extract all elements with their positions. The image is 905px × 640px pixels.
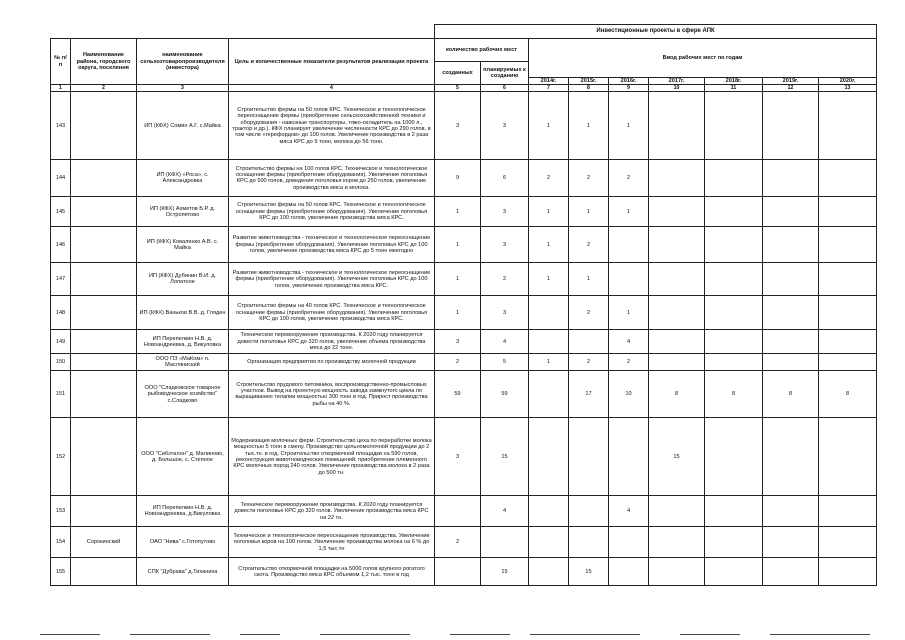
row-district — [71, 197, 137, 227]
row-2018 — [705, 197, 763, 227]
row-2019 — [763, 558, 819, 586]
col-number: 8 — [569, 85, 609, 92]
row-number: 151 — [51, 371, 71, 418]
row-number: 150 — [51, 354, 71, 371]
row-2014 — [529, 418, 569, 496]
row-producer: ИП Перепелкин Н.В. д. Новоандреевка, д. Викуловка — [137, 330, 229, 354]
row-producer: ООО "Сибэталон" д. Малиново, д. Большое, с. Степное — [137, 418, 229, 496]
row-planned: 4 — [481, 496, 529, 527]
row-producer: ИП Перепелкин Н.В. д. Новоандреевка, д.Викуловка — [137, 496, 229, 527]
row-2020 — [819, 197, 877, 227]
col-number: 4 — [229, 85, 435, 92]
row-2015 — [569, 330, 609, 354]
row-2016 — [609, 527, 649, 558]
row-number: 154 — [51, 527, 71, 558]
row-2020 — [819, 296, 877, 330]
row-2015 — [569, 527, 609, 558]
row-2018 — [705, 227, 763, 263]
bottom-rule — [450, 634, 510, 635]
col-number: 7 — [529, 85, 569, 92]
row-project: Строительство прудового питомника, воспроизводственно-промысловых участков. Вывод на проектную мощность завода замкнутого цикла по выращиванию телапии мощностью 300 тонн в год. Прирост производства рыбы на 40 %. — [229, 371, 435, 418]
table-row — [51, 418, 877, 496]
row-2015: 1 — [569, 263, 609, 296]
row-producer: ИП (КФХ) Дубинин В.И. д. Лопатное — [137, 263, 229, 296]
row-2019: 8 — [763, 371, 819, 418]
table-row — [51, 371, 877, 418]
row-2017 — [649, 296, 705, 330]
row-district — [71, 92, 137, 160]
row-2020 — [819, 527, 877, 558]
row-planned: 3 — [481, 92, 529, 160]
row-2019 — [763, 527, 819, 558]
row-planned: 2 — [481, 263, 529, 296]
row-2018 — [705, 558, 763, 586]
row-2014 — [529, 558, 569, 586]
row-producer: СПК "Дубрава" д.Тиханиха — [137, 558, 229, 586]
row-2017: 8 — [649, 371, 705, 418]
row-2020 — [819, 92, 877, 160]
row-2015 — [569, 496, 609, 527]
header-num: № п/п — [51, 39, 71, 85]
row-2020 — [819, 496, 877, 527]
row-project: Строительство фермы на 50 голов КРС. Техническое и технологическое переоснащение фермы (приобретение сельскохозяйственной техники и оборудования - навозные транспортеры, тяжо-охладитель на 1000 л., трактор и др.). КФХ планирует увеличение численности КРС до 290 голов, в том числе «герефордов» до 100 голов. Увеличение производства в 2 раза мяса КРС до 9 тонн, молока до 56 тонн. — [229, 92, 435, 160]
row-district — [71, 263, 137, 296]
table-row — [51, 263, 877, 296]
row-created — [435, 496, 481, 527]
row-2014 — [529, 496, 569, 527]
row-project: Развитие животноводства - техническое и технологическое переоснащение фермы (приобретение оборудования). Увеличение поголовья КРС до 100 голов, увеличение производства мяса КРС. — [229, 263, 435, 296]
table-row — [51, 527, 877, 558]
row-created: 2 — [435, 354, 481, 371]
row-2018 — [705, 160, 763, 197]
row-2014: 1 — [529, 197, 569, 227]
col-number: 2 — [71, 85, 137, 92]
row-number: 145 — [51, 197, 71, 227]
row-created: 1 — [435, 263, 481, 296]
row-district — [71, 330, 137, 354]
header-year: 2020г. — [819, 78, 877, 85]
row-district — [71, 496, 137, 527]
row-2019 — [763, 160, 819, 197]
row-2014: 2 — [529, 160, 569, 197]
table-row — [51, 330, 877, 354]
table-row — [51, 160, 877, 197]
col-number: 6 — [481, 85, 529, 92]
row-producer: ИП (КФХ) Ахметов Б.Р. д. Остропятово — [137, 197, 229, 227]
row-2014 — [529, 296, 569, 330]
row-2020: 8 — [819, 371, 877, 418]
header-goal: Цель и количественные показатели результатов реализации проекта — [229, 39, 435, 85]
row-2019 — [763, 263, 819, 296]
row-2014 — [529, 330, 569, 354]
row-number: 143 — [51, 92, 71, 160]
row-2016: 2 — [609, 354, 649, 371]
row-project: Развитие животноводства - техническое и технологическое переоснащение фермы (приобретение оборудования). Увеличение поголовья КРС до 100 голов, увеличение производства мяса КРС до 5 тонн ежегодно — [229, 227, 435, 263]
bottom-rule — [770, 634, 870, 635]
row-2019 — [763, 496, 819, 527]
row-2016 — [609, 558, 649, 586]
row-2020 — [819, 354, 877, 371]
row-2016: 4 — [609, 496, 649, 527]
row-2016: 2 — [609, 160, 649, 197]
row-planned: 4 — [481, 330, 529, 354]
table-row — [51, 558, 877, 586]
row-project: Модернизация молочных ферм. Строительство цеха по переработке молока мощностью 5 тонн в смену. Производство цельномолочной продукции до 2 тыс.тн. в год. Строительство откормочной площадки на 590 голов, реконструкция животноводческих помещений; приобретение племенного КРС молочных пород 240 голов. Увеличение производства молока в 2 раза до 500 тн. — [229, 418, 435, 496]
row-project: Строительство фермы на 100 голов КРС. Техническое и технологическое оснащение фермы (приобретение оборудования). Увеличение поголовья КРС до 500 голов, доведение поголовья коров до 250 голов, увеличение производства мяса и молока. — [229, 160, 435, 197]
row-producer: ИП (КФХ) «Роса», с. Александровка — [137, 160, 229, 197]
row-project: Техническое и технологическое переоснащение производства. Увеличение поголовья коров на 100 голов. Увеличение производства молока на 6 % до 1,5 тыс.тн — [229, 527, 435, 558]
row-2015: 2 — [569, 227, 609, 263]
row-2019 — [763, 227, 819, 263]
header-input: Ввод рабочих мест по годам — [529, 39, 877, 78]
header-jobs: количество рабочих мест — [435, 39, 529, 62]
row-2017 — [649, 160, 705, 197]
row-2018 — [705, 330, 763, 354]
row-created: 1 — [435, 296, 481, 330]
row-number: 144 — [51, 160, 71, 197]
row-2017: 15 — [649, 418, 705, 496]
row-2016: 1 — [609, 296, 649, 330]
row-2014 — [529, 527, 569, 558]
row-2017 — [649, 558, 705, 586]
table-row — [51, 92, 877, 160]
row-2014: 1 — [529, 227, 569, 263]
row-2017 — [649, 330, 705, 354]
row-district — [71, 227, 137, 263]
row-planned: 3 — [481, 296, 529, 330]
row-producer: ИП (КФХ) Ваньков В.В. д. Гляден — [137, 296, 229, 330]
row-producer: ИП (КФХ) Коваленко А.В. с. Майка — [137, 227, 229, 263]
row-2018 — [705, 296, 763, 330]
col-number: 12 — [763, 85, 819, 92]
row-created: 1 — [435, 197, 481, 227]
header-producer: наименование сельхозтоваропроизводителя (инвестора) — [137, 39, 229, 85]
header-year: 2017г. — [649, 78, 705, 85]
row-producer: ИП (КФХ) Сомин А.Г. с.Майка — [137, 92, 229, 160]
table-row — [51, 496, 877, 527]
row-2014 — [529, 371, 569, 418]
row-2017 — [649, 197, 705, 227]
row-2019 — [763, 330, 819, 354]
row-2016 — [609, 418, 649, 496]
bottom-rule — [130, 634, 210, 635]
column-numbers-row — [51, 85, 877, 92]
row-2016: 4 — [609, 330, 649, 354]
row-district — [71, 418, 137, 496]
row-2020 — [819, 330, 877, 354]
row-created: 1 — [435, 227, 481, 263]
row-2017 — [649, 527, 705, 558]
row-2019 — [763, 296, 819, 330]
table-row — [51, 296, 877, 330]
row-district — [71, 354, 137, 371]
row-2018 — [705, 496, 763, 527]
row-2017 — [649, 496, 705, 527]
header-year: 2016г. — [609, 78, 649, 85]
row-2015 — [569, 418, 609, 496]
row-2020 — [819, 558, 877, 586]
header-year: 2019г. — [763, 78, 819, 85]
col-number: 9 — [609, 85, 649, 92]
row-district: Сорокинский — [71, 527, 137, 558]
table-body — [51, 92, 877, 586]
row-producer: ООО ПЗ «МаКом» п. Масляниский — [137, 354, 229, 371]
row-planned: 59 — [481, 371, 529, 418]
row-2017 — [649, 263, 705, 296]
row-created: 9 — [435, 160, 481, 197]
bottom-rule — [320, 634, 410, 635]
row-2015: 1 — [569, 92, 609, 160]
row-district — [71, 296, 137, 330]
row-2014: 1 — [529, 92, 569, 160]
row-planned: 6 — [481, 160, 529, 197]
table-row — [51, 227, 877, 263]
row-planned: 3 — [481, 197, 529, 227]
row-2015: 1 — [569, 197, 609, 227]
row-2015: 17 — [569, 371, 609, 418]
row-created: 3 — [435, 92, 481, 160]
table-title: Инвестиционные проекты в сфере АПК — [435, 25, 877, 39]
col-number: 11 — [705, 85, 763, 92]
row-created — [435, 558, 481, 586]
row-2015: 15 — [569, 558, 609, 586]
col-number: 5 — [435, 85, 481, 92]
bottom-rule — [680, 634, 740, 635]
header-year: 2018г. — [705, 78, 763, 85]
row-project: Техническое перевооружение производства. К 2020 году планируется довести поголовье КРС до 320 голов. Увеличение производства мяса КРС на 22 тн. — [229, 496, 435, 527]
row-number: 149 — [51, 330, 71, 354]
row-project: Организация предприятия по производству молочной продукции — [229, 354, 435, 371]
row-planned: 15 — [481, 418, 529, 496]
row-producer: ООО "Сладковское товарное рыбоводческое хозяйство" с.Сладково — [137, 371, 229, 418]
header-year: 2015г. — [569, 78, 609, 85]
row-2016 — [609, 227, 649, 263]
row-created: 3 — [435, 418, 481, 496]
row-number: 147 — [51, 263, 71, 296]
row-project: Строительство фермы на 40 голов КРС. Техническое и технологическое оснащение фермы (приобретение оборудования). Увеличение поголовья КРС до 100 голов, увеличение производства мяса КРС. — [229, 296, 435, 330]
row-2018 — [705, 354, 763, 371]
row-district — [71, 160, 137, 197]
row-2020 — [819, 160, 877, 197]
col-number: 13 — [819, 85, 877, 92]
row-2018 — [705, 527, 763, 558]
col-number: 10 — [649, 85, 705, 92]
row-2017 — [649, 227, 705, 263]
col-number: 3 — [137, 85, 229, 92]
row-2019 — [763, 92, 819, 160]
row-2017 — [649, 92, 705, 160]
row-producer: ОАО "Нива" с.Готопутово — [137, 527, 229, 558]
row-number: 152 — [51, 418, 71, 496]
row-2015: 2 — [569, 296, 609, 330]
document-page — [50, 24, 876, 586]
row-2019 — [763, 418, 819, 496]
header-planned: планируемых к созданию — [481, 62, 529, 85]
row-created: 3 — [435, 330, 481, 354]
col-number: 1 — [51, 85, 71, 92]
row-number: 148 — [51, 296, 71, 330]
row-2014: 1 — [529, 263, 569, 296]
row-2014: 1 — [529, 354, 569, 371]
row-planned: 15 — [481, 558, 529, 586]
row-2019 — [763, 354, 819, 371]
row-2015: 2 — [569, 354, 609, 371]
row-2016: 1 — [609, 197, 649, 227]
row-2015: 2 — [569, 160, 609, 197]
row-number: 153 — [51, 496, 71, 527]
row-2019 — [763, 197, 819, 227]
row-2018 — [705, 418, 763, 496]
row-2016: 10 — [609, 371, 649, 418]
row-created: 2 — [435, 527, 481, 558]
table-row — [51, 354, 877, 371]
bottom-rule — [240, 634, 280, 635]
row-project: Строительство фермы на 50 голов КРС. Техническое и технологическое оснащение фермы (приобретение оборудования). Увеличение поголовья КРС до 100 голов, увеличение производства мяса КРС. — [229, 197, 435, 227]
bottom-rule — [530, 634, 640, 635]
row-2016: 1 — [609, 92, 649, 160]
row-planned: 5 — [481, 354, 529, 371]
row-created: 59 — [435, 371, 481, 418]
row-2018: 8 — [705, 371, 763, 418]
header-year: 2014г. — [529, 78, 569, 85]
row-district — [71, 371, 137, 418]
row-planned: 3 — [481, 227, 529, 263]
table-row — [51, 197, 877, 227]
header-created: созданных — [435, 62, 481, 85]
row-2017 — [649, 354, 705, 371]
row-2020 — [819, 227, 877, 263]
row-2020 — [819, 418, 877, 496]
row-number: 155 — [51, 558, 71, 586]
row-district — [71, 558, 137, 586]
bottom-rule — [40, 634, 100, 635]
header-district: Наименование района, городского округа, поселения — [71, 39, 137, 85]
row-project: Строительство откормочной площадки на 5000 голов крупного рогатого скота. Производство мяса КРС объемом 1,2 тыс. тонн в год — [229, 558, 435, 586]
row-2020 — [819, 263, 877, 296]
row-2018 — [705, 263, 763, 296]
row-2018 — [705, 92, 763, 160]
row-number: 146 — [51, 227, 71, 263]
row-project: Техническое перевооружение производства. К 2020 году планируется довести поголовье КРС до 320 голов, увеличение объема производства мяса до 22 тонн. — [229, 330, 435, 354]
row-2016 — [609, 263, 649, 296]
investment-projects-table — [50, 24, 877, 586]
row-planned — [481, 527, 529, 558]
